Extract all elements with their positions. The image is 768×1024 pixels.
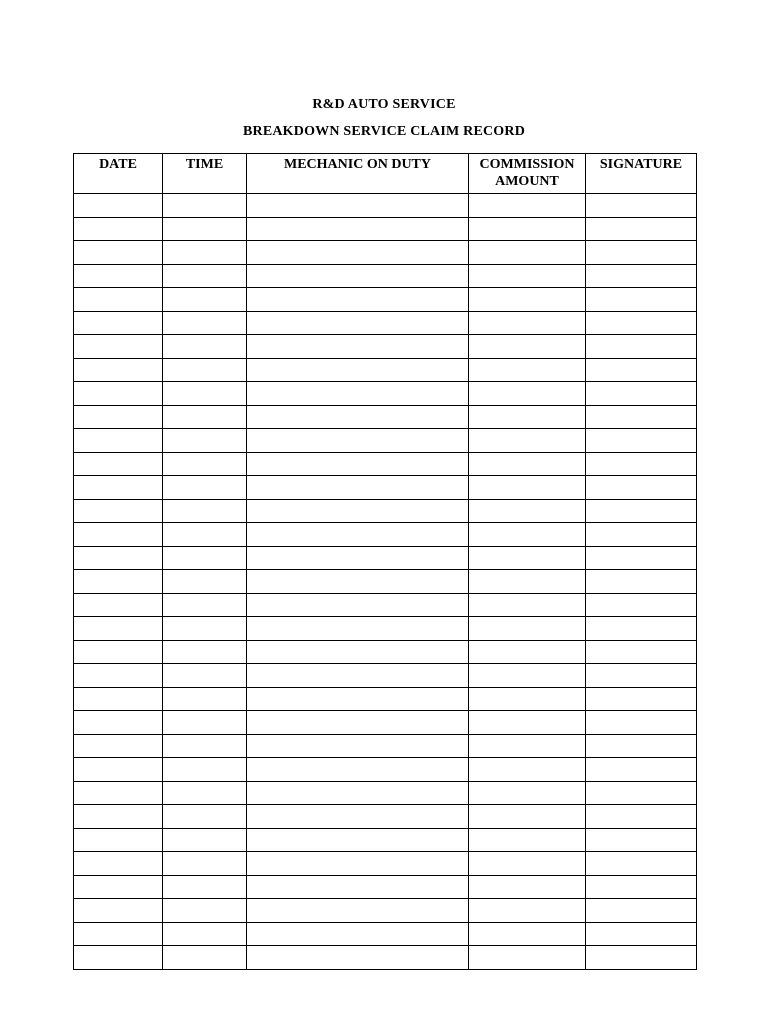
table-row bbox=[74, 617, 697, 641]
table-cell-date[interactable] bbox=[74, 288, 163, 312]
table-cell-commission[interactable] bbox=[469, 452, 586, 476]
table-cell-mechanic[interactable] bbox=[247, 758, 469, 782]
table-cell-time[interactable] bbox=[163, 570, 247, 594]
table-cell-mechanic[interactable] bbox=[247, 852, 469, 876]
column-header-label: DATE bbox=[99, 157, 137, 172]
table-cell-commission[interactable] bbox=[469, 499, 586, 523]
table-cell-signature[interactable] bbox=[586, 288, 697, 312]
table-cell-mechanic[interactable] bbox=[247, 476, 469, 500]
table-row bbox=[74, 311, 697, 335]
table-cell-date[interactable] bbox=[74, 241, 163, 265]
table-cell-mechanic[interactable] bbox=[247, 828, 469, 852]
table-row bbox=[74, 405, 697, 429]
table-row bbox=[74, 217, 697, 241]
table-cell-time[interactable] bbox=[163, 828, 247, 852]
table-cell-signature[interactable] bbox=[586, 264, 697, 288]
table-cell-commission[interactable] bbox=[469, 734, 586, 758]
table-cell-mechanic[interactable] bbox=[247, 711, 469, 735]
table-cell-mechanic[interactable] bbox=[247, 241, 469, 265]
table-cell-commission[interactable] bbox=[469, 358, 586, 382]
table-cell-commission[interactable] bbox=[469, 828, 586, 852]
table-cell-time[interactable] bbox=[163, 264, 247, 288]
table-cell-signature[interactable] bbox=[586, 852, 697, 876]
table-cell-signature[interactable] bbox=[586, 640, 697, 664]
column-header-time bbox=[163, 154, 247, 194]
table-cell-date[interactable] bbox=[74, 499, 163, 523]
table-cell-time[interactable] bbox=[163, 499, 247, 523]
table-cell-time[interactable] bbox=[163, 875, 247, 899]
table-row bbox=[74, 523, 697, 547]
table-cell-time[interactable] bbox=[163, 452, 247, 476]
table-cell-mechanic[interactable] bbox=[247, 899, 469, 923]
table-cell-commission[interactable] bbox=[469, 241, 586, 265]
table-cell-signature[interactable] bbox=[586, 946, 697, 970]
table-cell-date[interactable] bbox=[74, 217, 163, 241]
table-row bbox=[74, 852, 697, 876]
table-row bbox=[74, 946, 697, 970]
table-cell-signature[interactable] bbox=[586, 311, 697, 335]
table-cell-time[interactable] bbox=[163, 664, 247, 688]
table-cell-time[interactable] bbox=[163, 311, 247, 335]
table-cell-signature[interactable] bbox=[586, 875, 697, 899]
table-cell-mechanic[interactable] bbox=[247, 570, 469, 594]
table-cell-time[interactable] bbox=[163, 852, 247, 876]
table-row bbox=[74, 687, 697, 711]
table-cell-signature[interactable] bbox=[586, 499, 697, 523]
table-cell-date[interactable] bbox=[74, 899, 163, 923]
table-cell-mechanic[interactable] bbox=[247, 358, 469, 382]
column-header-label: AMOUNT bbox=[495, 174, 559, 189]
table-cell-date[interactable] bbox=[74, 640, 163, 664]
table-cell-time[interactable] bbox=[163, 523, 247, 547]
table-cell-date[interactable] bbox=[74, 734, 163, 758]
table-cell-signature[interactable] bbox=[586, 687, 697, 711]
table-row bbox=[74, 758, 697, 782]
table-row bbox=[74, 499, 697, 523]
table-cell-signature[interactable] bbox=[586, 358, 697, 382]
table-cell-mechanic[interactable] bbox=[247, 875, 469, 899]
table-cell-date[interactable] bbox=[74, 264, 163, 288]
table-cell-time[interactable] bbox=[163, 687, 247, 711]
table-cell-date[interactable] bbox=[74, 358, 163, 382]
table-cell-signature[interactable] bbox=[586, 899, 697, 923]
table-cell-mechanic[interactable] bbox=[247, 734, 469, 758]
form-title: BREAKDOWN SERVICE CLAIM RECORD bbox=[242, 124, 526, 139]
table-row bbox=[74, 241, 697, 265]
table-cell-time[interactable] bbox=[163, 429, 247, 453]
table-cell-commission[interactable] bbox=[469, 946, 586, 970]
table-cell-date[interactable] bbox=[74, 687, 163, 711]
table-cell-time[interactable] bbox=[163, 805, 247, 829]
table-cell-time[interactable] bbox=[163, 405, 247, 429]
table-row bbox=[74, 264, 697, 288]
table-cell-time[interactable] bbox=[163, 640, 247, 664]
table-cell-date[interactable] bbox=[74, 664, 163, 688]
table-cell-time[interactable] bbox=[163, 335, 247, 359]
table-cell-commission[interactable] bbox=[469, 805, 586, 829]
table-cell-date[interactable] bbox=[74, 922, 163, 946]
table-cell-commission[interactable] bbox=[469, 546, 586, 570]
table-cell-commission[interactable] bbox=[469, 781, 586, 805]
table-cell-date[interactable] bbox=[74, 875, 163, 899]
table-cell-mechanic[interactable] bbox=[247, 499, 469, 523]
table-cell-mechanic[interactable] bbox=[247, 382, 469, 406]
table-cell-commission[interactable] bbox=[469, 758, 586, 782]
table-cell-date[interactable] bbox=[74, 617, 163, 641]
table-row bbox=[74, 875, 697, 899]
table-cell-commission[interactable] bbox=[469, 852, 586, 876]
table-cell-commission[interactable] bbox=[469, 405, 586, 429]
table-cell-time[interactable] bbox=[163, 382, 247, 406]
column-header-mechanic bbox=[247, 154, 469, 194]
table-row bbox=[74, 358, 697, 382]
table-row bbox=[74, 640, 697, 664]
table-cell-mechanic[interactable] bbox=[247, 922, 469, 946]
table-cell-signature[interactable] bbox=[586, 382, 697, 406]
table-cell-commission[interactable] bbox=[469, 311, 586, 335]
table-cell-signature[interactable] bbox=[586, 922, 697, 946]
table-row bbox=[74, 805, 697, 829]
table-cell-time[interactable] bbox=[163, 734, 247, 758]
table-cell-date[interactable] bbox=[74, 711, 163, 735]
table-cell-commission[interactable] bbox=[469, 382, 586, 406]
table-cell-mechanic[interactable] bbox=[247, 311, 469, 335]
table-cell-mechanic[interactable] bbox=[247, 687, 469, 711]
table-cell-commission[interactable] bbox=[469, 264, 586, 288]
table-cell-commission[interactable] bbox=[469, 429, 586, 453]
table-cell-signature[interactable] bbox=[586, 593, 697, 617]
table-cell-mechanic[interactable] bbox=[247, 405, 469, 429]
table-cell-mechanic[interactable] bbox=[247, 593, 469, 617]
column-header-label: COMMISSION bbox=[479, 157, 575, 172]
table-cell-signature[interactable] bbox=[586, 805, 697, 829]
table-cell-time[interactable] bbox=[163, 194, 247, 218]
table-cell-time[interactable] bbox=[163, 476, 247, 500]
table-row bbox=[74, 429, 697, 453]
table-row bbox=[74, 452, 697, 476]
table-row bbox=[74, 922, 697, 946]
table-row bbox=[74, 899, 697, 923]
table-cell-date[interactable] bbox=[74, 546, 163, 570]
table-cell-date[interactable] bbox=[74, 758, 163, 782]
table-cell-mechanic[interactable] bbox=[247, 617, 469, 641]
table-cell-signature[interactable] bbox=[586, 335, 697, 359]
table-cell-date[interactable] bbox=[74, 476, 163, 500]
table-row bbox=[74, 546, 697, 570]
table-cell-signature[interactable] bbox=[586, 405, 697, 429]
table-cell-mechanic[interactable] bbox=[247, 264, 469, 288]
table-cell-signature[interactable] bbox=[586, 781, 697, 805]
table-cell-date[interactable] bbox=[74, 570, 163, 594]
table-cell-signature[interactable] bbox=[586, 711, 697, 735]
table-cell-time[interactable] bbox=[163, 241, 247, 265]
table-row bbox=[74, 194, 697, 218]
table-cell-signature[interactable] bbox=[586, 523, 697, 547]
table-cell-mechanic[interactable] bbox=[247, 805, 469, 829]
table-cell-mechanic[interactable] bbox=[247, 288, 469, 312]
table-cell-mechanic[interactable] bbox=[247, 217, 469, 241]
table-cell-commission[interactable] bbox=[469, 687, 586, 711]
table-cell-date[interactable] bbox=[74, 828, 163, 852]
table-cell-commission[interactable] bbox=[469, 335, 586, 359]
table-cell-date[interactable] bbox=[74, 946, 163, 970]
table-cell-commission[interactable] bbox=[469, 476, 586, 500]
table-cell-time[interactable] bbox=[163, 593, 247, 617]
table-row bbox=[74, 781, 697, 805]
table-cell-signature[interactable] bbox=[586, 546, 697, 570]
table-cell-commission[interactable] bbox=[469, 640, 586, 664]
table-cell-date[interactable] bbox=[74, 523, 163, 547]
table-cell-mechanic[interactable] bbox=[247, 781, 469, 805]
table-cell-mechanic[interactable] bbox=[247, 429, 469, 453]
company-title: R&D AUTO SERVICE bbox=[312, 97, 456, 112]
table-row bbox=[74, 664, 697, 688]
table-cell-signature[interactable] bbox=[586, 734, 697, 758]
table-cell-commission[interactable] bbox=[469, 194, 586, 218]
table-cell-commission[interactable] bbox=[469, 875, 586, 899]
table-cell-date[interactable] bbox=[74, 805, 163, 829]
table-row bbox=[74, 593, 697, 617]
table-cell-signature[interactable] bbox=[586, 217, 697, 241]
table-row bbox=[74, 734, 697, 758]
table-cell-commission[interactable] bbox=[469, 288, 586, 312]
table-cell-signature[interactable] bbox=[586, 617, 697, 641]
table-row bbox=[74, 570, 697, 594]
column-header-date bbox=[74, 154, 163, 194]
table-row bbox=[74, 476, 697, 500]
table-row bbox=[74, 711, 697, 735]
column-header-label: MECHANIC ON DUTY bbox=[284, 157, 431, 172]
table-cell-commission[interactable] bbox=[469, 570, 586, 594]
table-cell-signature[interactable] bbox=[586, 241, 697, 265]
claim-record-table bbox=[73, 153, 697, 970]
table-cell-date[interactable] bbox=[74, 405, 163, 429]
table-cell-signature[interactable] bbox=[586, 194, 697, 218]
table-cell-mechanic[interactable] bbox=[247, 452, 469, 476]
table-cell-time[interactable] bbox=[163, 288, 247, 312]
table-cell-commission[interactable] bbox=[469, 711, 586, 735]
table-cell-date[interactable] bbox=[74, 335, 163, 359]
table-cell-time[interactable] bbox=[163, 781, 247, 805]
table-cell-mechanic[interactable] bbox=[247, 946, 469, 970]
table-row bbox=[74, 382, 697, 406]
table-cell-commission[interactable] bbox=[469, 899, 586, 923]
table-cell-signature[interactable] bbox=[586, 664, 697, 688]
table-cell-time[interactable] bbox=[163, 546, 247, 570]
table-cell-commission[interactable] bbox=[469, 523, 586, 547]
table-cell-time[interactable] bbox=[163, 617, 247, 641]
table-cell-commission[interactable] bbox=[469, 593, 586, 617]
table-row bbox=[74, 828, 697, 852]
table-cell-date[interactable] bbox=[74, 852, 163, 876]
table-cell-mechanic[interactable] bbox=[247, 546, 469, 570]
table-cell-signature[interactable] bbox=[586, 828, 697, 852]
table-cell-date[interactable] bbox=[74, 781, 163, 805]
table-cell-commission[interactable] bbox=[469, 617, 586, 641]
column-header-signature bbox=[586, 154, 697, 194]
column-header-label: TIME bbox=[185, 157, 224, 172]
table-cell-time[interactable] bbox=[163, 758, 247, 782]
table-cell-mechanic[interactable] bbox=[247, 523, 469, 547]
table-header-row bbox=[74, 154, 697, 194]
table-cell-commission[interactable] bbox=[469, 664, 586, 688]
table-cell-commission[interactable] bbox=[469, 217, 586, 241]
table-cell-date[interactable] bbox=[74, 593, 163, 617]
table-row bbox=[74, 335, 697, 359]
table-cell-signature[interactable] bbox=[586, 758, 697, 782]
table-cell-date[interactable] bbox=[74, 194, 163, 218]
table-cell-date[interactable] bbox=[74, 452, 163, 476]
table-cell-time[interactable] bbox=[163, 217, 247, 241]
table-cell-signature[interactable] bbox=[586, 570, 697, 594]
column-header-commission bbox=[469, 154, 586, 194]
table-body bbox=[74, 194, 697, 970]
table-cell-time[interactable] bbox=[163, 711, 247, 735]
table-cell-mechanic[interactable] bbox=[247, 664, 469, 688]
table-cell-time[interactable] bbox=[163, 358, 247, 382]
table-cell-time[interactable] bbox=[163, 946, 247, 970]
table-cell-mechanic[interactable] bbox=[247, 194, 469, 218]
column-header-label: SIGNATURE bbox=[599, 157, 683, 172]
table-cell-mechanic[interactable] bbox=[247, 640, 469, 664]
table-cell-signature[interactable] bbox=[586, 429, 697, 453]
table-cell-date[interactable] bbox=[74, 429, 163, 453]
table-cell-date[interactable] bbox=[74, 311, 163, 335]
table-cell-commission[interactable] bbox=[469, 922, 586, 946]
table-cell-signature[interactable] bbox=[586, 476, 697, 500]
table-cell-time[interactable] bbox=[163, 899, 247, 923]
table-cell-date[interactable] bbox=[74, 382, 163, 406]
table-row bbox=[74, 288, 697, 312]
table-cell-mechanic[interactable] bbox=[247, 335, 469, 359]
table-cell-signature[interactable] bbox=[586, 452, 697, 476]
table-cell-time[interactable] bbox=[163, 922, 247, 946]
